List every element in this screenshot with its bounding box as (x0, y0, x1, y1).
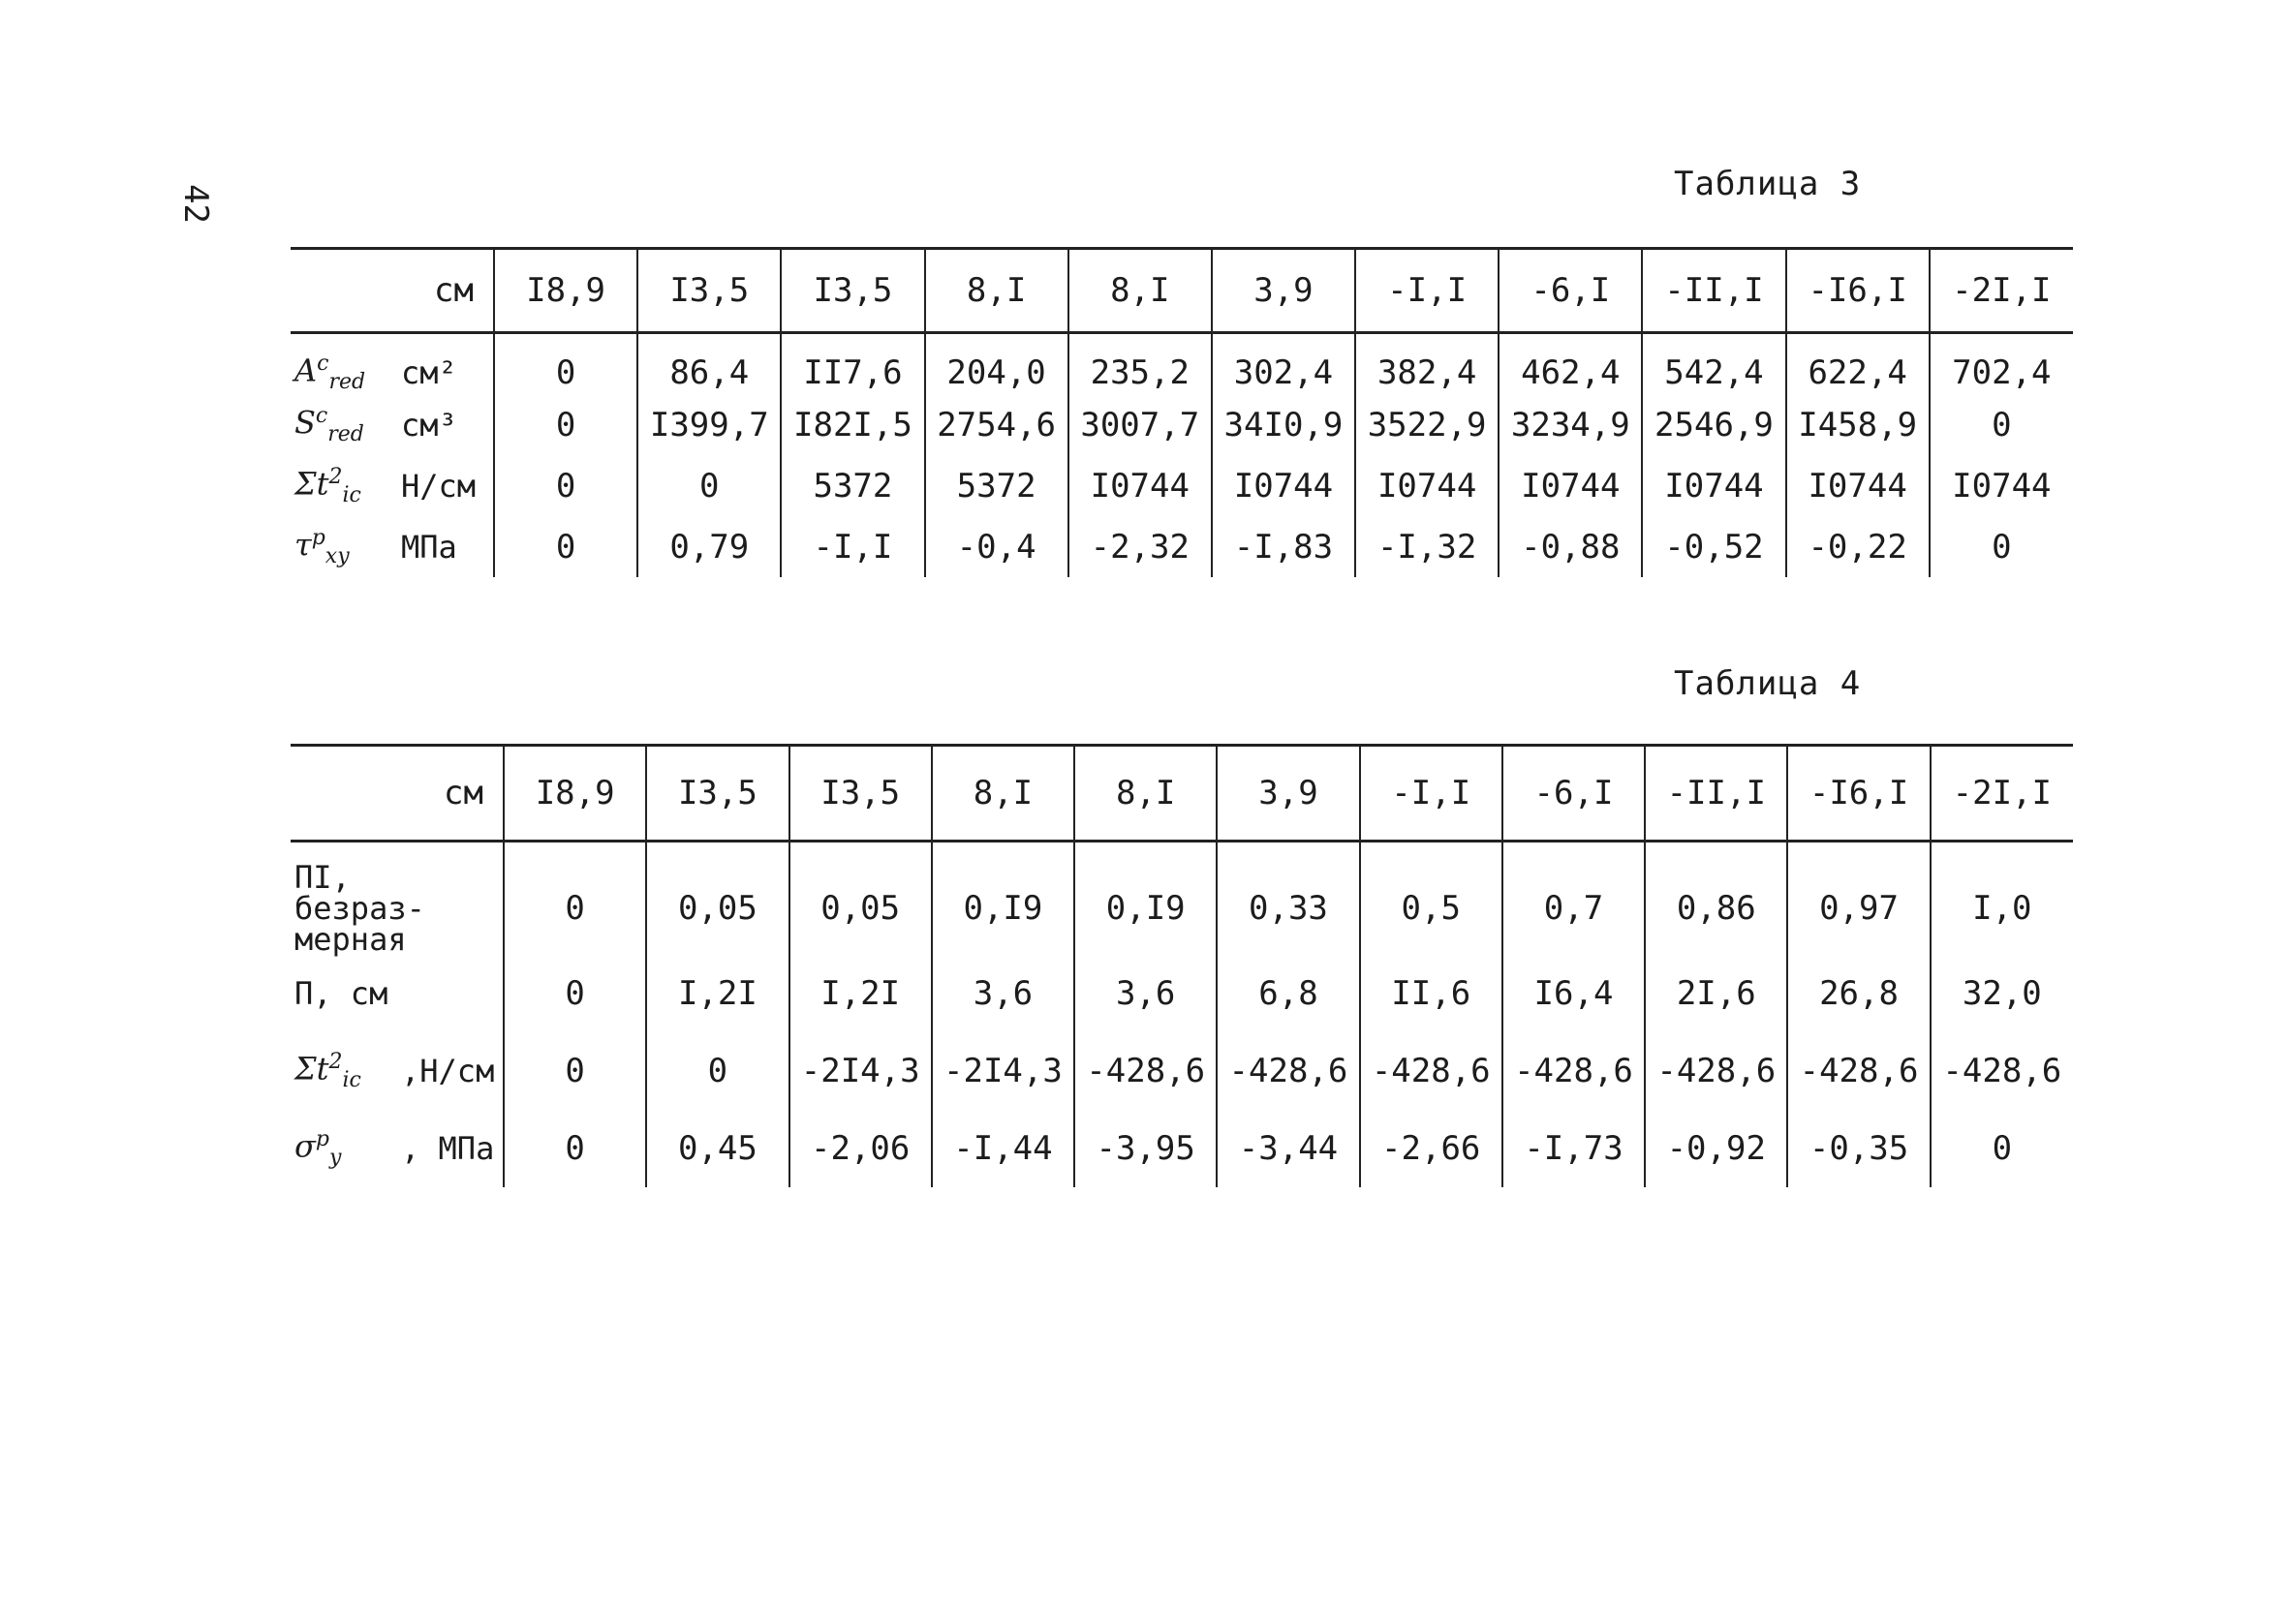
table-cell: 3007,7 (1068, 394, 1212, 455)
table-cell: 0 (646, 1032, 788, 1110)
table-cell: 0 (504, 1032, 646, 1110)
header-cell: -I,I (1360, 746, 1502, 842)
table-cell: 0 (504, 842, 646, 956)
symbol-subscript: xy (325, 543, 350, 568)
row-symbol (294, 352, 387, 394)
table-cell: II7,6 (781, 333, 924, 395)
table-cell: I,0 (1931, 842, 2073, 956)
header-unit: см (291, 746, 504, 842)
table-cell: -2,06 (789, 1110, 932, 1187)
table-cell: -428,6 (1074, 1032, 1217, 1110)
symbol-subscript: ic (342, 1068, 361, 1093)
symbol-base: A (294, 352, 318, 389)
table-cell: 5372 (925, 455, 1068, 516)
table-cell: I,2I (789, 955, 932, 1032)
table-cell: 0,33 (1217, 842, 1359, 956)
table-cell: 302,4 (1212, 333, 1355, 395)
row-unit: см³ (401, 406, 457, 444)
header-cell: 3,9 (1217, 746, 1359, 842)
table-cell: 0 (494, 455, 637, 516)
symbol-superscript: 2 (328, 464, 343, 489)
table-cell: I0744 (1068, 455, 1212, 516)
header-cell: -I6,I (1786, 249, 1930, 333)
header-cell: 8,I (1068, 249, 1212, 333)
row-label (291, 455, 494, 516)
table-cell: -2I4,3 (932, 1032, 1074, 1110)
table-cell: I6,4 (1502, 955, 1645, 1032)
row-label (291, 955, 504, 1032)
row-unit: Н/см (401, 467, 477, 505)
table-row (291, 842, 2073, 956)
header-cell: -II,I (1645, 746, 1787, 842)
table-3-header-row (291, 249, 2073, 333)
table-3-caption: Таблица 3 (1674, 165, 1862, 203)
table-cell: 0 (494, 516, 637, 577)
row-label-text: П, см (294, 975, 388, 1012)
table-row (291, 1032, 2073, 1110)
table-cell: 0,7 (1502, 842, 1645, 956)
table-cell: 382,4 (1355, 333, 1499, 395)
table-cell: -I,I (781, 516, 924, 577)
table-cell: -I,73 (1502, 1110, 1645, 1187)
table-cell: 0 (1931, 1110, 2073, 1187)
table-cell: -3,44 (1217, 1110, 1359, 1187)
table-cell: 0 (1930, 394, 2073, 455)
row-symbol (294, 404, 387, 446)
row-label (291, 842, 504, 956)
header-cell: 8,I (932, 746, 1074, 842)
table-cell: 0,05 (646, 842, 788, 956)
table-cell: I0744 (1212, 455, 1355, 516)
table-cell: 32,0 (1931, 955, 2073, 1032)
header-unit: см (291, 249, 494, 333)
row-unit: , МПа (401, 1129, 495, 1167)
table-cell: 34I0,9 (1212, 394, 1355, 455)
table-row (291, 394, 2073, 455)
row-unit: ,Н/см (401, 1052, 495, 1089)
symbol-subscript: red (328, 370, 366, 395)
header-cell: -2I,I (1931, 746, 2073, 842)
table-cell: 2754,6 (925, 394, 1068, 455)
table-cell: I0744 (1642, 455, 1785, 516)
table-cell: -0,92 (1645, 1110, 1787, 1187)
table-cell: I0744 (1355, 455, 1499, 516)
table-cell: -0,52 (1642, 516, 1785, 577)
header-cell: I3,5 (637, 249, 781, 333)
table-cell: 0,I9 (932, 842, 1074, 956)
table-cell: I,2I (646, 955, 788, 1032)
row-symbol (294, 526, 387, 568)
table-row (291, 455, 2073, 516)
header-cell: -I6,I (1787, 746, 1930, 842)
table-cell: -428,6 (1217, 1032, 1359, 1110)
row-label (291, 1110, 504, 1187)
symbol-base: τ (294, 526, 312, 564)
table-cell: 3234,9 (1499, 394, 1642, 455)
table-cell: 5372 (781, 455, 924, 516)
header-cell: I8,9 (504, 746, 646, 842)
table-cell: -428,6 (1502, 1032, 1645, 1110)
table-cell: 0,45 (646, 1110, 788, 1187)
table-cell: -2,32 (1068, 516, 1212, 577)
row-symbol (294, 1050, 387, 1092)
symbol-subscript: ic (342, 482, 361, 507)
table-cell: 204,0 (925, 333, 1068, 395)
table-cell: 0,05 (789, 842, 932, 956)
table-cell: 6,8 (1217, 955, 1359, 1032)
table-cell: -I,83 (1212, 516, 1355, 577)
table-cell: -428,6 (1787, 1032, 1930, 1110)
table-cell: -0,88 (1499, 516, 1642, 577)
table-cell: 542,4 (1642, 333, 1785, 395)
symbol-superscript: c (317, 352, 329, 376)
table-cell: 702,4 (1930, 333, 2073, 395)
symbol-subscript: y (328, 1146, 342, 1171)
table-cell: 0,I9 (1074, 842, 1217, 956)
table-row (291, 1110, 2073, 1187)
table-cell: -0,22 (1786, 516, 1930, 577)
header-cell: I3,5 (789, 746, 932, 842)
table-cell: 2546,9 (1642, 394, 1785, 455)
symbol-base: σ (294, 1127, 316, 1165)
table-cell: 86,4 (637, 333, 781, 395)
symbol-superscript: p (315, 1126, 329, 1151)
table-cell: I0744 (1786, 455, 1930, 516)
row-symbol (294, 1127, 387, 1170)
table-cell: 0 (494, 333, 637, 395)
table-cell: -2,66 (1360, 1110, 1502, 1187)
header-cell: -I,I (1355, 249, 1499, 333)
header-cell: -II,I (1642, 249, 1785, 333)
table-cell: I399,7 (637, 394, 781, 455)
table-cell: -428,6 (1645, 1032, 1787, 1110)
table-cell: 0 (637, 455, 781, 516)
table-cell: 0 (504, 1110, 646, 1187)
row-label (291, 1032, 504, 1110)
table-4-header-row (291, 746, 2073, 842)
row-label-text: ПI, безраз-мерная (294, 859, 425, 958)
table-cell: -0,4 (925, 516, 1068, 577)
table-cell: I82I,5 (781, 394, 924, 455)
table-cell: -I,32 (1355, 516, 1499, 577)
table-cell: 462,4 (1499, 333, 1642, 395)
table-row (291, 333, 2073, 395)
row-label (291, 516, 494, 577)
table-cell: 0,86 (1645, 842, 1787, 956)
row-unit: см² (401, 354, 457, 392)
symbol-subscript: red (327, 421, 364, 446)
table-3 (291, 247, 2073, 577)
table-cell: 235,2 (1068, 333, 1212, 395)
header-cell: 8,I (925, 249, 1068, 333)
table-cell: 0 (1930, 516, 2073, 577)
header-cell: -6,I (1499, 249, 1642, 333)
header-cell: I8,9 (494, 249, 637, 333)
table-cell: 3,6 (932, 955, 1074, 1032)
table-4-caption: Таблица 4 (1674, 664, 1862, 703)
table-row (291, 516, 2073, 577)
table-cell: -0,35 (1787, 1110, 1930, 1187)
table-cell: -428,6 (1931, 1032, 2073, 1110)
table-row (291, 955, 2073, 1032)
table-cell: 0,97 (1787, 842, 1930, 956)
table-cell: -428,6 (1360, 1032, 1502, 1110)
table-cell: 622,4 (1786, 333, 1930, 395)
table-cell: -2I4,3 (789, 1032, 932, 1110)
header-cell: -6,I (1502, 746, 1645, 842)
header-cell: 8,I (1074, 746, 1217, 842)
row-symbol (294, 465, 387, 507)
table-cell: 0,5 (1360, 842, 1502, 956)
table-cell: 0 (494, 394, 637, 455)
header-cell: I3,5 (781, 249, 924, 333)
table-cell: 26,8 (1787, 955, 1930, 1032)
symbol-superscript: 2 (328, 1049, 343, 1074)
row-label (291, 333, 494, 395)
header-cell: -2I,I (1930, 249, 2073, 333)
table-cell: -I,44 (932, 1110, 1074, 1187)
table-cell: I0744 (1930, 455, 2073, 516)
symbol-superscript: c (315, 403, 328, 428)
header-cell: I3,5 (646, 746, 788, 842)
table-cell: 0 (504, 955, 646, 1032)
table-cell: 0,79 (637, 516, 781, 577)
symbol-base: S (294, 404, 316, 442)
symbol-base: Σt (294, 1050, 329, 1088)
table-cell: 3522,9 (1355, 394, 1499, 455)
row-unit: МПа (401, 528, 457, 566)
table-cell: I0744 (1499, 455, 1642, 516)
row-label (291, 394, 494, 455)
symbol-superscript: p (311, 525, 325, 550)
table-4 (291, 744, 2073, 1187)
table-cell: -3,95 (1074, 1110, 1217, 1187)
table-cell: I458,9 (1786, 394, 1930, 455)
table-cell: 2I,6 (1645, 955, 1787, 1032)
table-cell: 3,6 (1074, 955, 1217, 1032)
symbol-base: Σt (294, 465, 329, 503)
page-number: 42 (176, 184, 215, 224)
header-cell: 3,9 (1212, 249, 1355, 333)
table-cell: II,6 (1360, 955, 1502, 1032)
